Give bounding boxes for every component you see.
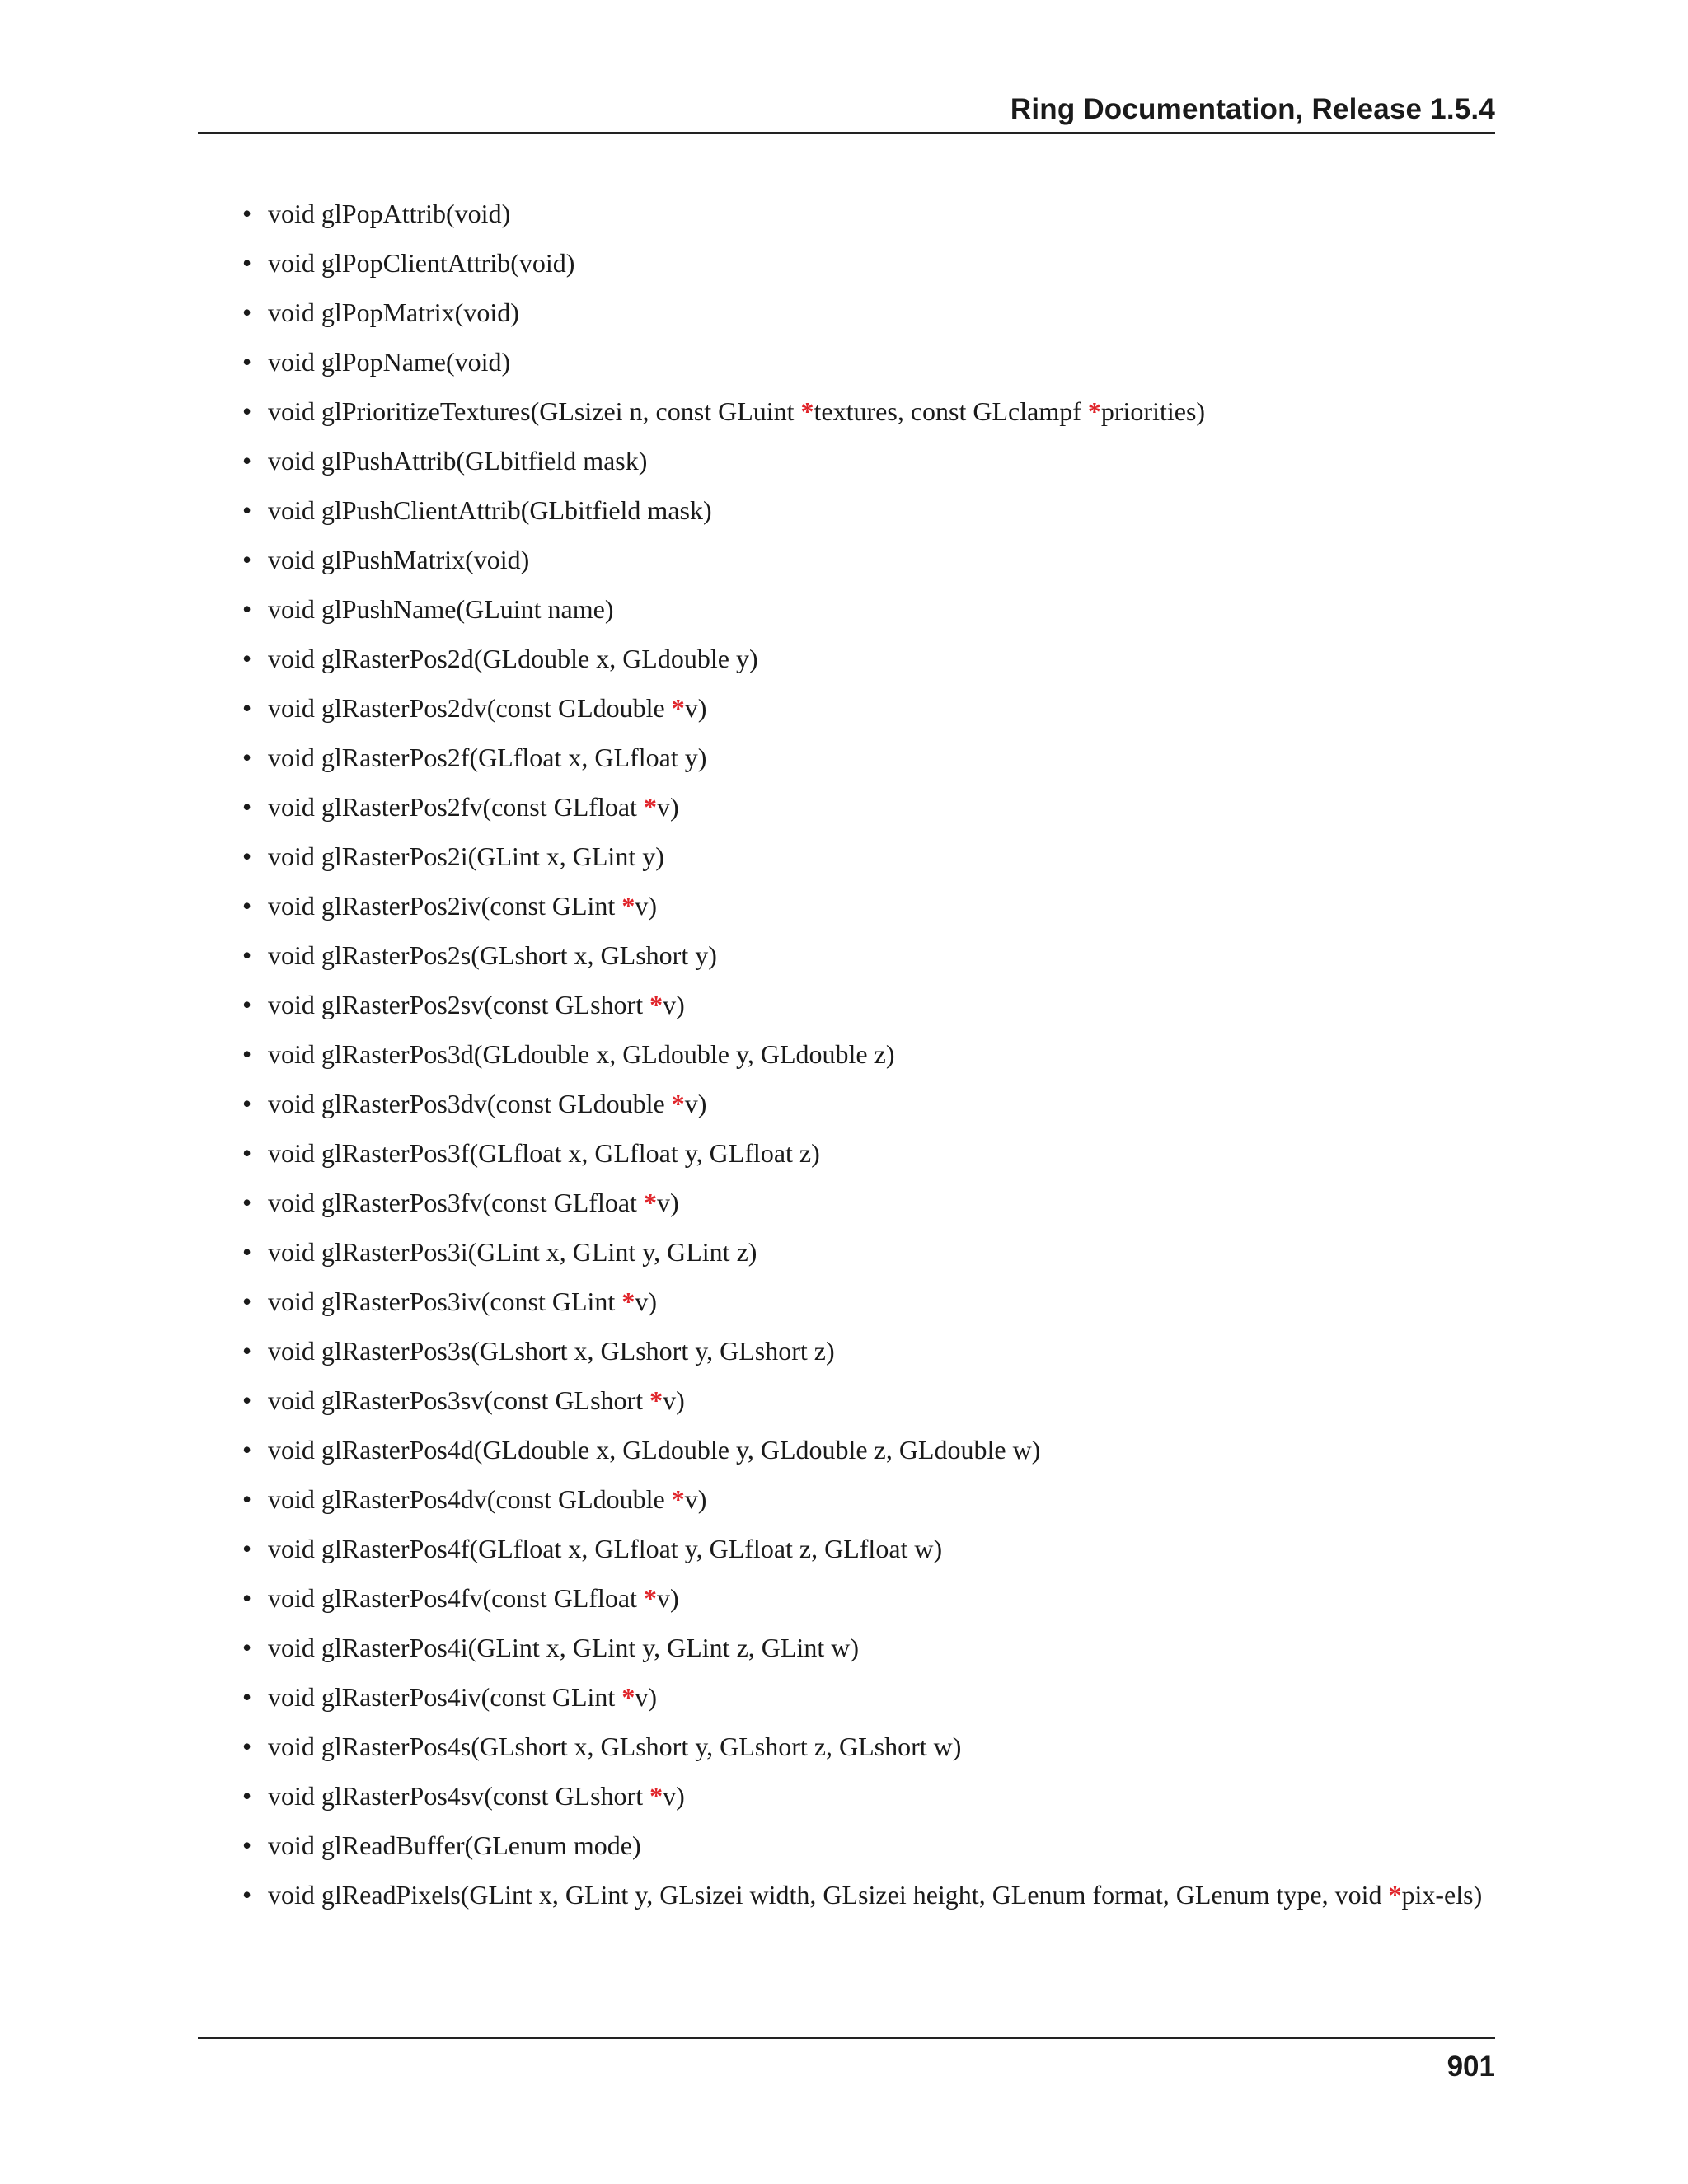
pointer-asterisk: *	[649, 1385, 663, 1415]
bullet-icon: •	[242, 1880, 252, 1910]
function-signature: void glRasterPos2iv(const GLint	[268, 891, 622, 921]
function-signature: void glRasterPos4dv(const GLdouble	[268, 1484, 672, 1514]
function-signature: void glRasterPos2i(GLint x, GLint y)	[268, 841, 664, 871]
list-item	[238, 1088, 1495, 1137]
function-signature: void glRasterPos4i(GLint x, GLint y, GLint z, GLint w)	[268, 1633, 859, 1662]
function-signature: void glPushName(GLuint name)	[268, 594, 614, 624]
function-signature-rest: v)	[663, 990, 685, 1019]
list-item	[238, 346, 1495, 396]
list-item	[238, 1434, 1495, 1483]
bullet-icon: •	[242, 545, 252, 574]
function-signature: void glRasterPos3iv(const GLint	[268, 1286, 622, 1316]
list-item	[238, 1780, 1495, 1830]
function-signature: void glRasterPos4fv(const GLfloat	[268, 1583, 644, 1613]
list-item	[238, 1335, 1495, 1385]
bullet-icon: •	[242, 841, 252, 871]
bullet-icon: •	[242, 1336, 252, 1366]
list-item	[238, 692, 1495, 742]
list-item	[238, 791, 1495, 841]
bullet-icon: •	[242, 644, 252, 673]
pointer-asterisk: *	[800, 396, 814, 426]
bullet-icon: •	[242, 1534, 252, 1563]
page-footer	[198, 2037, 1495, 2083]
list-item	[238, 544, 1495, 593]
bullet-icon: •	[242, 940, 252, 970]
document-title: Ring Documentation, Release 1.5.4	[1010, 93, 1495, 125]
function-signature: void glPushMatrix(void)	[268, 545, 530, 574]
function-signature: void glRasterPos2sv(const GLshort	[268, 990, 650, 1019]
function-signature-rest: textures, const GLclampf	[814, 396, 1088, 426]
function-signature-rest: v)	[684, 1484, 707, 1514]
function-signature-rest: v)	[656, 1583, 679, 1613]
function-signature: void glPrioritizeTextures(GLsizei n, const GLuint	[268, 396, 801, 426]
function-signature: void glRasterPos4f(GLfloat x, GLfloat y, GLfloat z, GLfloat w)	[268, 1534, 943, 1563]
function-signature: void glPushClientAttrib(GLbitfield mask)	[268, 495, 712, 525]
pointer-asterisk: *	[1388, 1880, 1402, 1910]
pointer-asterisk: *	[649, 1781, 663, 1811]
list-item	[238, 1187, 1495, 1236]
function-signature: void glRasterPos4iv(const GLint	[268, 1682, 622, 1712]
list-item	[238, 1385, 1495, 1434]
bullet-icon: •	[242, 693, 252, 723]
list-item	[238, 841, 1495, 890]
list-item	[238, 1632, 1495, 1681]
list-item	[238, 247, 1495, 297]
list-item	[238, 1483, 1495, 1533]
list-item	[238, 1533, 1495, 1582]
bullet-icon: •	[242, 1385, 252, 1415]
list-item	[238, 1830, 1495, 1879]
bullet-icon: •	[242, 1286, 252, 1316]
function-signature: void glRasterPos3fv(const GLfloat	[268, 1188, 644, 1217]
function-signature: void glRasterPos3dv(const GLdouble	[268, 1089, 672, 1118]
bullet-icon: •	[242, 347, 252, 377]
pointer-asterisk: *	[671, 693, 685, 723]
page-number: 901	[1447, 2050, 1495, 2083]
bullet-icon: •	[242, 199, 252, 228]
function-signature-rest: v)	[663, 1781, 685, 1811]
list-item	[238, 198, 1495, 247]
function-signature: void glRasterPos3sv(const GLshort	[268, 1385, 650, 1415]
pointer-asterisk: *	[621, 891, 635, 921]
page-header	[198, 87, 1495, 134]
list-item	[238, 890, 1495, 940]
function-signature: void glReadPixels(GLint x, GLint y, GLsizei width, GLsizei height, GLenum format, GLenum type, void	[268, 1880, 1389, 1910]
function-signature: void glRasterPos3s(GLshort x, GLshort y, GLshort z)	[268, 1336, 835, 1366]
list-item	[238, 1731, 1495, 1780]
bullet-icon: •	[242, 743, 252, 772]
bullet-icon: •	[242, 990, 252, 1019]
bullet-icon: •	[242, 298, 252, 327]
list-item	[238, 396, 1495, 445]
bullet-icon: •	[242, 1633, 252, 1662]
list-item	[238, 297, 1495, 346]
bullet-icon: •	[242, 495, 252, 525]
function-signature-rest: v)	[635, 1286, 657, 1316]
bullet-icon: •	[242, 1583, 252, 1613]
pointer-asterisk: *	[643, 1188, 657, 1217]
function-list	[238, 198, 1495, 1910]
list-item	[238, 1879, 1495, 1910]
function-signature-rest: v)	[656, 1188, 679, 1217]
bullet-icon: •	[242, 792, 252, 822]
bullet-icon: •	[242, 1484, 252, 1514]
function-signature: void glPopAttrib(void)	[268, 199, 511, 228]
function-signature: void glRasterPos2f(GLfloat x, GLfloat y)	[268, 743, 707, 772]
function-signature: void glRasterPos3f(GLfloat x, GLfloat y, GLfloat z)	[268, 1138, 820, 1168]
function-signature: void glRasterPos2fv(const GLfloat	[268, 792, 644, 822]
function-signature: void glRasterPos3i(GLint x, GLint y, GLint z)	[268, 1237, 757, 1267]
pointer-asterisk: *	[1087, 396, 1101, 426]
bullet-icon: •	[242, 1682, 252, 1712]
bullet-icon: •	[242, 1830, 252, 1860]
list-item	[238, 1137, 1495, 1187]
pointer-asterisk: *	[649, 990, 663, 1019]
pointer-asterisk: *	[671, 1484, 685, 1514]
function-signature-rest: v)	[684, 693, 707, 723]
bullet-icon: •	[242, 396, 252, 426]
list-item	[238, 445, 1495, 494]
list-item	[238, 1681, 1495, 1731]
bullet-icon: •	[242, 1781, 252, 1811]
function-signature: void glRasterPos3d(GLdouble x, GLdouble y, GLdouble z)	[268, 1039, 895, 1069]
function-signature-rest: priorities)	[1100, 396, 1206, 426]
function-signature-rest: pix-els)	[1401, 1880, 1483, 1910]
bullet-icon: •	[242, 248, 252, 278]
function-signature: void glRasterPos2d(GLdouble x, GLdouble y)	[268, 644, 758, 673]
function-signature: void glReadBuffer(GLenum mode)	[268, 1830, 641, 1860]
function-signature: void glRasterPos4s(GLshort x, GLshort y, GLshort z, GLshort w)	[268, 1732, 962, 1761]
bullet-icon: •	[242, 1138, 252, 1168]
function-signature-rest: v)	[635, 1682, 657, 1712]
pointer-asterisk: *	[621, 1286, 635, 1316]
function-signature-rest: v)	[684, 1089, 707, 1118]
bullet-icon: •	[242, 1039, 252, 1069]
bullet-icon: •	[242, 1732, 252, 1761]
function-signature: void glRasterPos4sv(const GLshort	[268, 1781, 650, 1811]
function-signature-rest: v)	[635, 891, 657, 921]
function-signature: void glRasterPos2s(GLshort x, GLshort y)	[268, 940, 717, 970]
bullet-icon: •	[242, 594, 252, 624]
list-item	[238, 593, 1495, 643]
function-signature: void glRasterPos2dv(const GLdouble	[268, 693, 672, 723]
function-signature-rest: v)	[663, 1385, 685, 1415]
function-signature: void glRasterPos4d(GLdouble x, GLdouble y, GLdouble z, GLdouble w)	[268, 1435, 1041, 1465]
list-item	[238, 1286, 1495, 1335]
list-item	[238, 643, 1495, 692]
bullet-icon: •	[242, 1237, 252, 1267]
list-item	[238, 1236, 1495, 1286]
pointer-asterisk: *	[643, 792, 657, 822]
function-signature: void glPopName(void)	[268, 347, 511, 377]
list-item	[238, 1582, 1495, 1632]
function-signature: void glPushAttrib(GLbitfield mask)	[268, 446, 648, 476]
pointer-asterisk: *	[621, 1682, 635, 1712]
pointer-asterisk: *	[671, 1089, 685, 1118]
function-signature: void glPopClientAttrib(void)	[268, 248, 575, 278]
list-item	[238, 494, 1495, 544]
list-item	[238, 940, 1495, 989]
list-item	[238, 742, 1495, 791]
list-item	[238, 1038, 1495, 1088]
bullet-icon: •	[242, 446, 252, 476]
list-item	[238, 989, 1495, 1038]
bullet-icon: •	[242, 1435, 252, 1465]
function-signature-rest: v)	[656, 792, 679, 822]
bullet-icon: •	[242, 1089, 252, 1118]
pointer-asterisk: *	[643, 1583, 657, 1613]
bullet-icon: •	[242, 1188, 252, 1217]
function-signature: void glPopMatrix(void)	[268, 298, 519, 327]
bullet-icon: •	[242, 891, 252, 921]
